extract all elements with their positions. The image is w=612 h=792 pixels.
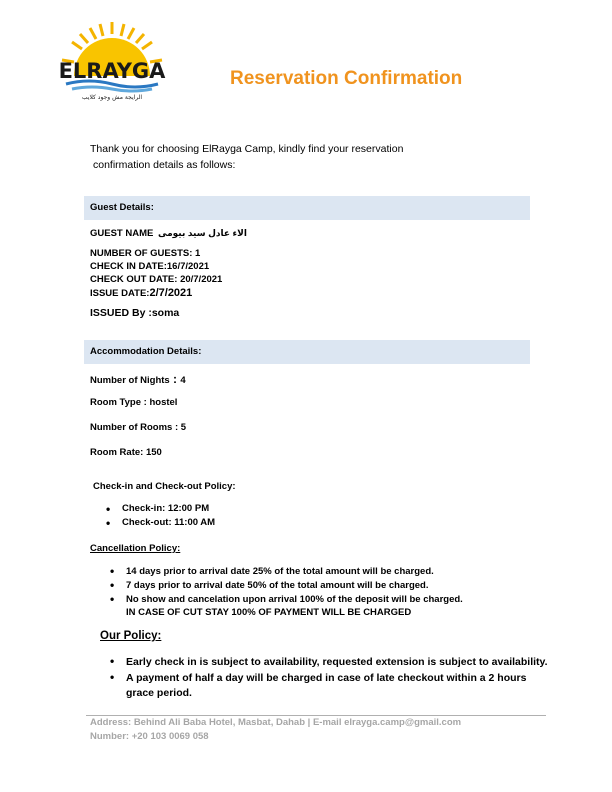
footer-number: Number: +20 103 0069 058 [90,731,209,742]
list-item: • A payment of half a day will be charged in case of late checkout within a 2 hours grace period. [108,671,536,701]
cut-stay-note: IN CASE OF CUT STAY 100% OF PAYMENT WILL BE CHARGED [126,607,412,618]
checkin-policy-list [104,503,215,531]
nights-colon: : [169,372,181,386]
list-item: • Check-in: 12:00 PM [104,503,215,517]
accommodation-details-band [84,340,530,364]
room-type: Room Type : hostel [90,397,178,408]
issue-date-value: 2/7/2021 [149,287,193,299]
accommodation-details-header: Accommodation Details: [90,346,202,357]
room-count: Number of Rooms : 5 [90,422,187,433]
footer-divider [86,715,546,716]
nights-label: Number of Nights [90,375,170,386]
guest-details-header: Guest Details: [90,202,154,213]
our-policy-list [108,655,558,702]
room-rate: Room Rate: 150 [90,447,162,458]
logo-brand-text: ELRAYGA [58,59,166,83]
guest-name-row [90,228,247,239]
issue-date-label: ISSUE DATE: [90,288,150,299]
checkin-policy-title: Check-in and Check-out Policy: [93,481,236,492]
check-in-date: CHECK IN DATE:16/7/2021 [90,261,210,272]
our-policy-title: Our Policy: [100,630,162,642]
intro-line-1: Thank you for choosing ElRayga Camp, kindly find your reservation [90,143,404,155]
intro-line-2: confirmation details as follows: [93,159,236,171]
footer-address: Address: Behind Ali Baba Hotel, Masbat, Dahab | E-mail elrayga.camp@gmail.com [90,717,462,728]
list-item: • 14 days prior to arrival date 25% of the total amount will be charged. [108,565,463,579]
issued-by: ISSUED By :soma [90,307,180,319]
guest-count: NUMBER OF GUESTS: 1 [90,248,201,259]
elrayga-logo [52,18,172,118]
check-out-date: CHECK OUT DATE: 20/7/2021 [90,274,223,285]
list-item: • 7 days prior to arrival date 50% of the total amount will be charged. [108,579,463,593]
list-item: • Check-out: 11:00 AM [104,517,215,531]
guest-details-band [84,196,530,220]
guest-name-label: GUEST NAME [90,228,154,239]
list-item: • Early check in is subject to availability, requested extension is subject to availability. [108,655,558,670]
page-title: Reservation Confirmation [230,68,463,89]
issue-date-row [90,287,192,299]
cancellation-policy-title: Cancellation Policy: [90,543,181,554]
nights-value: 4 [180,375,186,386]
cancellation-policy-list [108,565,463,607]
logo-tagline: الرايجة مش وجود كلايب [81,94,143,101]
list-item: • No show and cancelation upon arrival 100% of the deposit will be charged. [108,593,463,607]
nights-row [90,372,186,386]
guest-name-value: الاء عادل سيد بيومى [157,228,247,238]
